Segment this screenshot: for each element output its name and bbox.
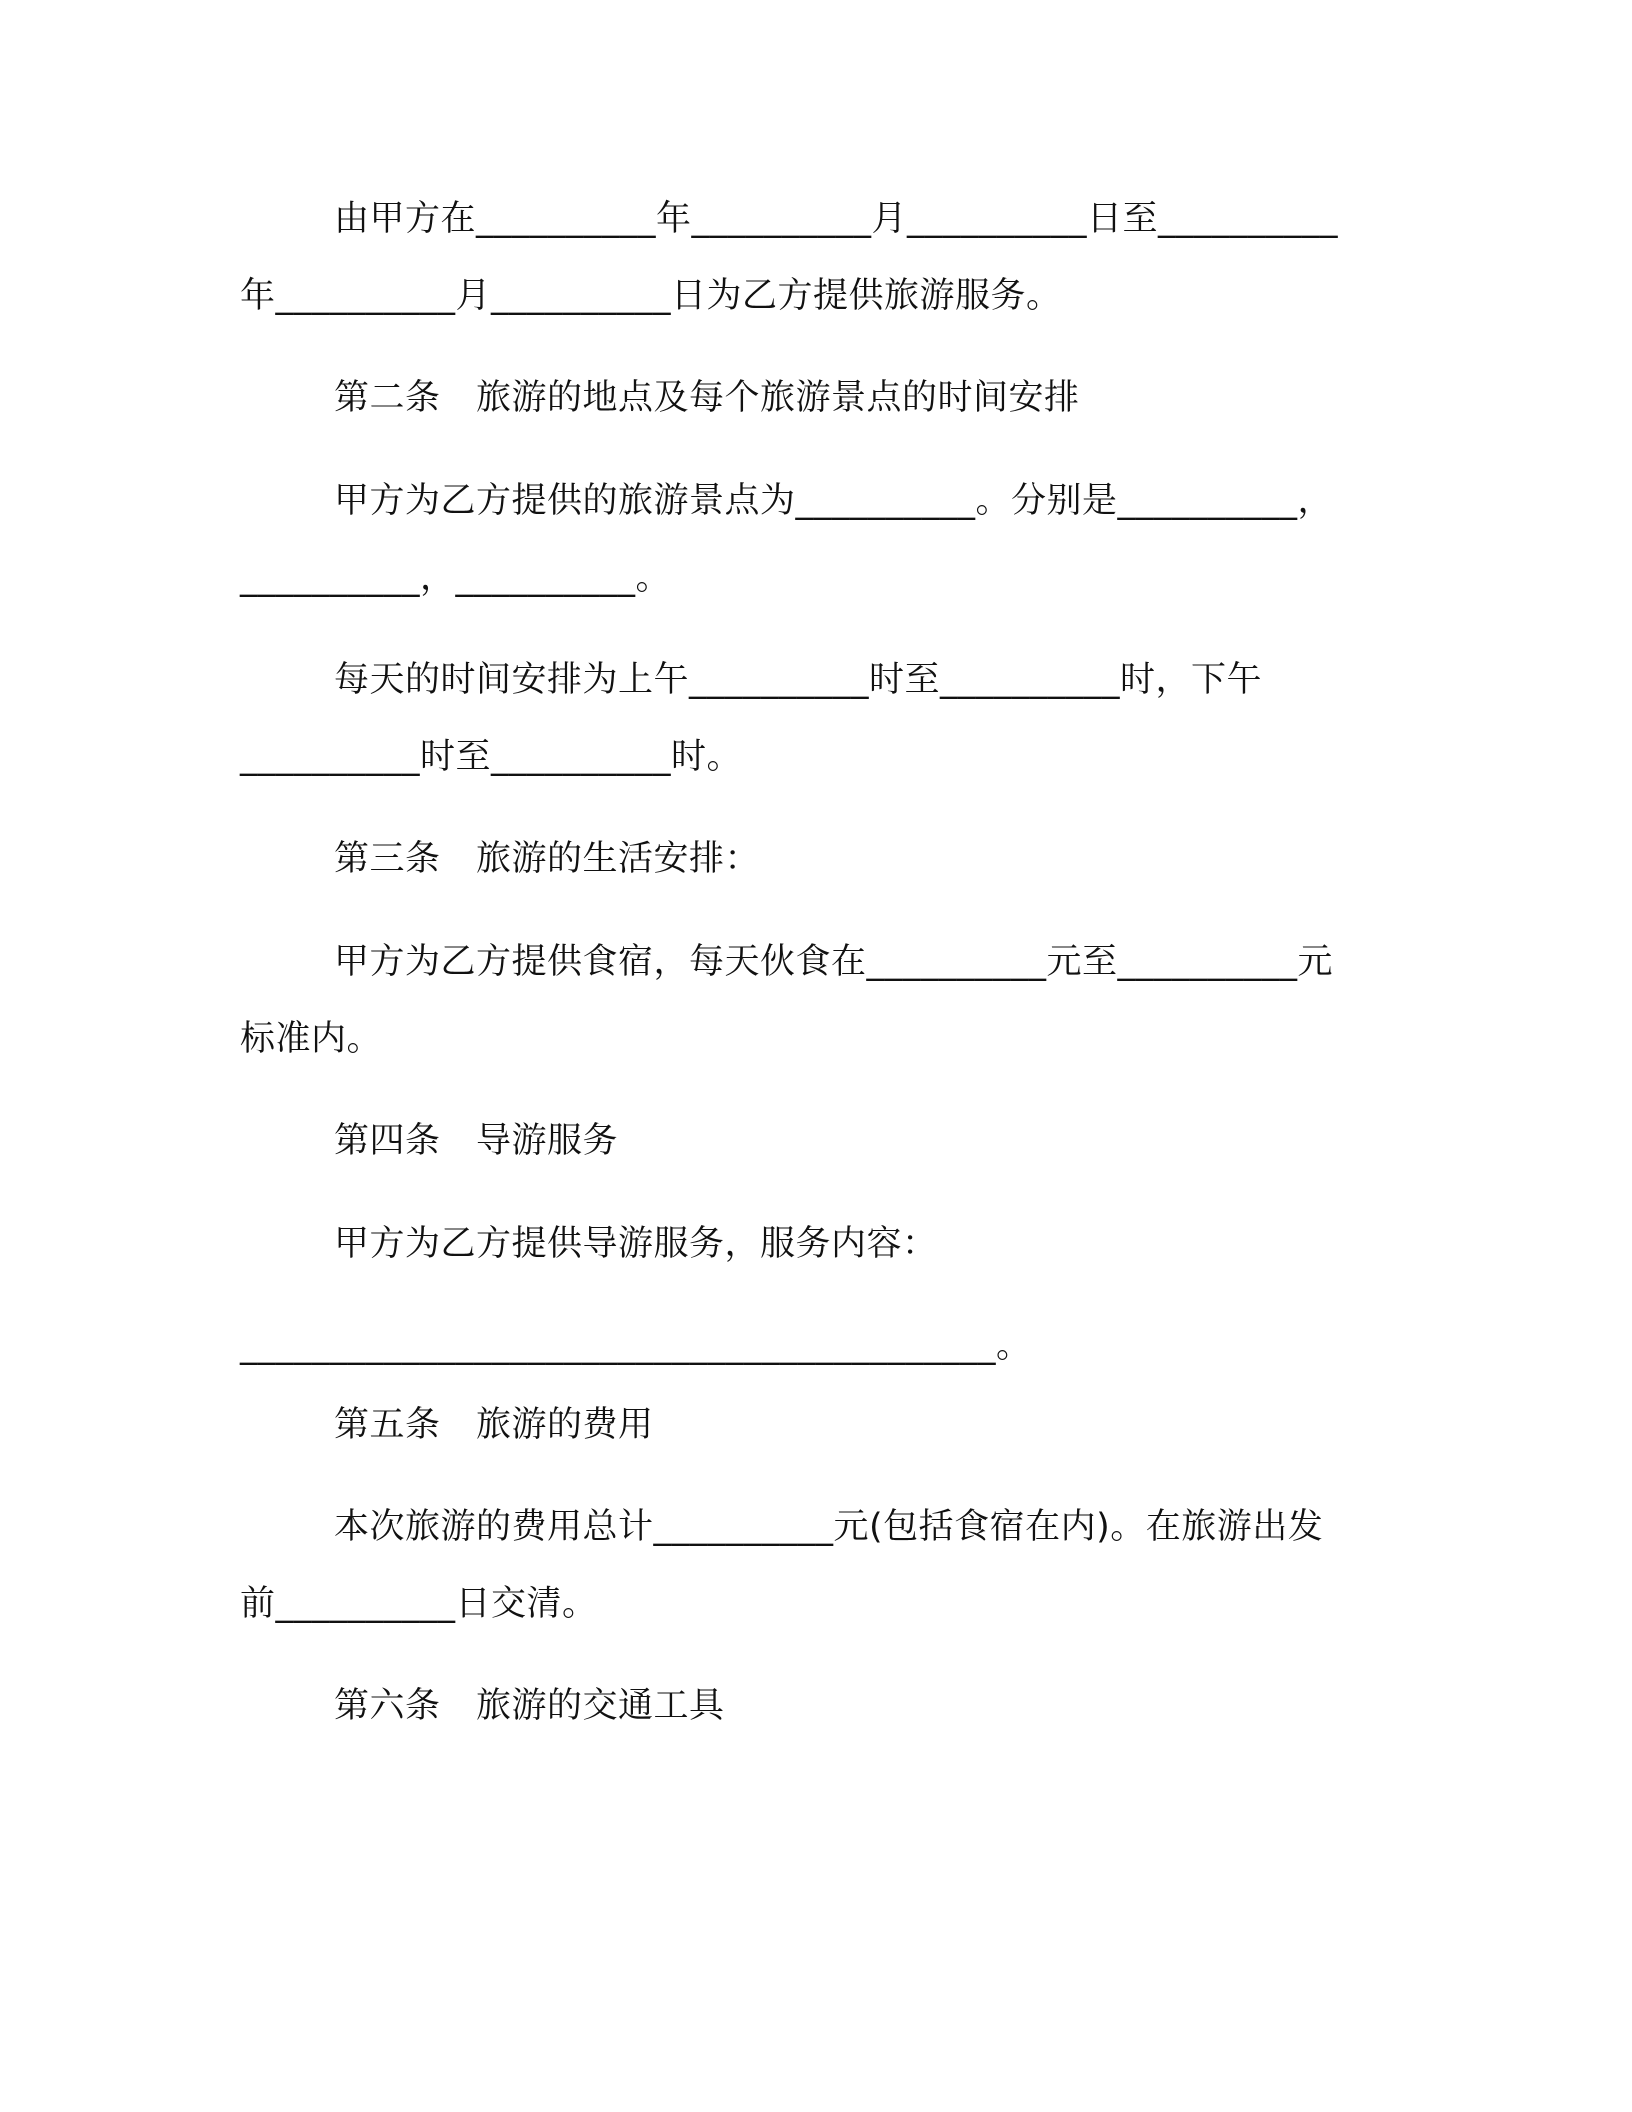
article-2-heading: 第二条 旅游的地点及每个旅游景点的时间安排: [334, 378, 1080, 418]
paragraph-fee-line-2: 前__________日交清。: [240, 1584, 598, 1624]
paragraph-fee-line-1: 本次旅游的费用总计__________元(包括食宿在内)。在旅游出发: [334, 1507, 1324, 1547]
article-4-heading: 第四条 导游服务: [334, 1121, 619, 1161]
article-6-heading: 第六条 旅游的交通工具: [334, 1686, 725, 1726]
article-5-heading: 第五条 旅游的费用: [334, 1405, 654, 1445]
paragraph-guide-service-line-1: 甲方为乙方提供导游服务，服务内容：: [334, 1224, 938, 1264]
paragraph-attractions-line-2: __________，__________。: [240, 558, 672, 598]
paragraph-service-period-line-1: 由甲方在__________年__________月__________日至__________: [334, 199, 1339, 239]
paragraph-schedule-line-2: __________时至__________时。: [240, 737, 743, 777]
paragraph-attractions-line-1: 甲方为乙方提供的旅游景点为__________。分别是__________，: [334, 481, 1334, 521]
paragraph-guide-service-line-2: __________________________________________。: [240, 1326, 1032, 1366]
paragraph-schedule-line-1: 每天的时间安排为上午__________时至__________时，下午: [334, 660, 1263, 700]
article-3-heading: 第三条 旅游的生活安排：: [334, 839, 761, 879]
paragraph-service-period-line-2: 年__________月__________日为乙方提供旅游服务。: [240, 276, 1062, 316]
paragraph-meals-line-1: 甲方为乙方提供食宿，每天伙食在__________元至__________元: [334, 942, 1334, 982]
paragraph-meals-line-2: 标准内。: [240, 1019, 383, 1059]
